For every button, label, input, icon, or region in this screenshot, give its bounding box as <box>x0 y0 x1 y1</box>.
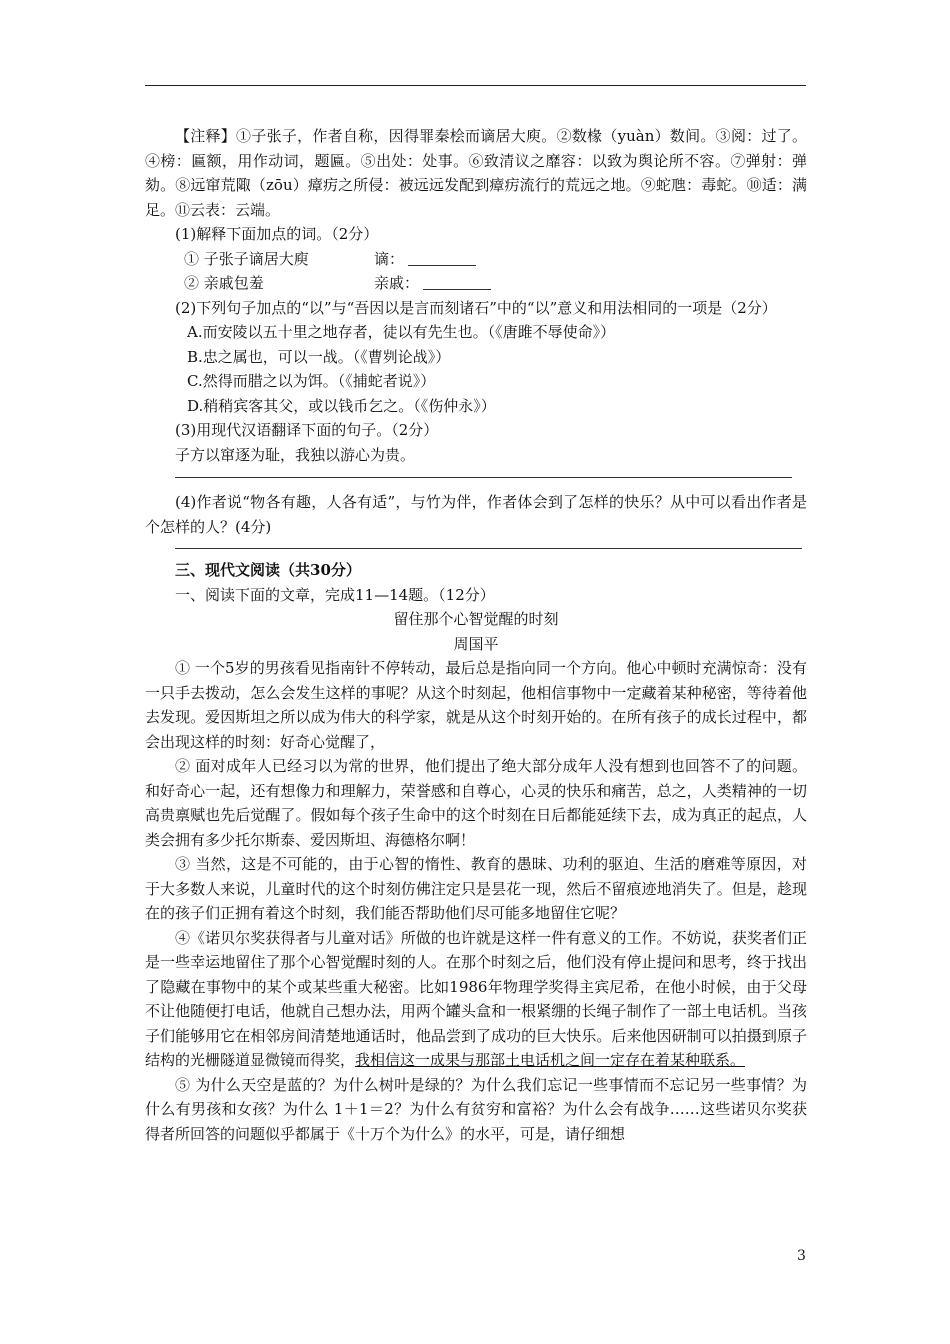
q1-item-2-left: ② 亲戚包羞 <box>184 274 264 292</box>
article-paragraph-2: ② 面对成年人已经习以为常的世界，他们提出了绝大部分成年人没有想到也回答不了的问题。和好奇心一起，还有想像力和理解力，荣誉感和自尊心，心灵的快乐和痛苦，总之，人类精神的一切高贵禀赋也先后觉醒了。假如每个孩子生命中的这个时刻在日后都能延续下去，成为真正的起点，人类会拥有多少托尔斯泰、爱因斯坦、海德格尔啊！ <box>145 757 807 849</box>
article-title: 留住那个心智觉醒的时刻 <box>393 610 559 628</box>
page-number: 3 <box>797 1248 806 1264</box>
q4-answer-line[interactable] <box>175 548 802 549</box>
q2-option-c: C.然得而腊之以为饵。（《捕蛇者说》） <box>187 372 436 390</box>
q2-stem: (2)下列句子加点的“以”与“吾因以是言而刻诸石”中的“以”意义和用法相同的一项是（2分） <box>175 298 777 317</box>
article-paragraph-5: ⑤ 为什么天空是蓝的？为什么树叶是绿的？为什么我们忘记一些事情而不忘记另一些事情？为什么有男孩和女孩？为什么 1＋1＝2？为什么有贫穷和富裕？为什么会有战争……这些诺贝尔奖获得者所回答的问题似乎都属于《十万个为什么》的水平，可是，请仔细想 <box>145 1075 807 1143</box>
header-rule <box>145 85 806 86</box>
section-3-subheading: 一、阅读下面的文章，完成11—14题。（12分） <box>175 585 495 604</box>
page-body <box>145 124 807 1146</box>
q4-stem: (4)作者说“物各有趣，人各有适”，与竹为伴，作者体会到了怎样的快乐？从中可以看出作者是个怎样的人？(4分) <box>145 493 807 536</box>
q1-item-1-right: 谪： <box>374 249 405 268</box>
q1-item-1-answer-blank[interactable] <box>408 250 476 266</box>
q1-item-1-left: ① 子张子谪居大庾 <box>184 249 309 268</box>
q2-option-b: B.忠之属也，可以一战。（《曹刿论战》） <box>187 347 451 366</box>
article-author: 周国平 <box>453 634 499 653</box>
q1-item-1 <box>145 247 807 272</box>
article-paragraph-4 <box>145 926 807 1073</box>
article-paragraph-4-main: ④《诺贝尔奖获得者与儿童对话》所做的也许就是这样一件有意义的工作。不妨说，获奖者们正是一些幸运地留住了那个心智觉醒时刻的人。在那个时刻之后，他们没有停止提问和思考，终于找出了隐藏在事物中的某个或某些重大秘密。比如1986年物理学奖得主宾尼希，在他小时候，由于父母不让他随便打电话，他就自己想办法，用两个罐头盒和一根紧绷的长绳子制作了一部土电话机。当孩子们能够用它在相邻房间清楚地通话时，他品尝到了成功的巨大快乐。后来他因研制可以拍摄到原子结构的光栅隧道显微镜而得奖， <box>145 928 807 1069</box>
q3-answer-line[interactable] <box>175 477 792 478</box>
q1-stem: (1)解释下面加点的词。（2分） <box>175 225 379 243</box>
q1-item-2-right: 亲戚： <box>374 274 420 292</box>
annotation-note: 【注释】①子张子，作者自称，因得罪秦桧而谪居大庾。②数椽（yuàn）数间。③阅：过了。④榜：匾额，用作动词，题匾。⑤出处：处事。⑥致清议之靡容：以致为舆论所不容。⑦弹射：弹劾。⑧远窜荒陬（zōu）瘴疠之所侵：被远远发配到瘴疠流行的荒远之地。⑨蛇虺：毒蛇。⑩适：满足。⑪云表：云端。 <box>145 127 807 219</box>
q3-stem: (3)用现代汉语翻译下面的句子。（2分） <box>175 421 439 439</box>
q1-item-2-answer-blank[interactable] <box>423 274 491 290</box>
q2-option-d: D.稍稍宾客其父，或以钱币乞之。（《伤仲永》） <box>187 396 496 415</box>
article-paragraph-4-underlined: 我相信这一成果与那部土电话机之间一定存在着某种联系。 <box>355 1051 746 1069</box>
q3-sentence: 子方以窜逐为耻，我独以游心为贵。 <box>175 445 416 464</box>
section-3-heading: 三、现代文阅读（共30分） <box>175 561 361 579</box>
q1-item-2 <box>145 271 807 296</box>
article-paragraph-1: ① 一个5岁的男孩看见指南针不停转动，最后总是指向同一个方向。他心中顿时充满惊奇：没有一只手去拨动，怎么会发生这样的事呢？从这个时刻起，他相信事物中一定藏着某种秘密，等待着他去发现。爱因斯坦之所以成为伟大的科学家，就是从这个时刻开始的。在所有孩子的成长过程中，都会出现这样的时刻：好奇心觉醒了， <box>145 659 807 751</box>
q2-option-a: A.而安陵以五十里之地存者，徒以有先生也。（《唐雎不辱使命》） <box>187 323 616 341</box>
article-paragraph-3: ③ 当然，这是不可能的，由于心智的惰性、教育的愚昧、功利的驱迫、生活的磨难等原因，对于大多数人来说，儿童时代的这个时刻仿佛注定只是昙花一现，然后不留痕迹地消失了。但是，趁现在的孩子们正拥有着这个时刻，我们能否帮助他们尽可能多地留住它呢？ <box>145 855 807 922</box>
